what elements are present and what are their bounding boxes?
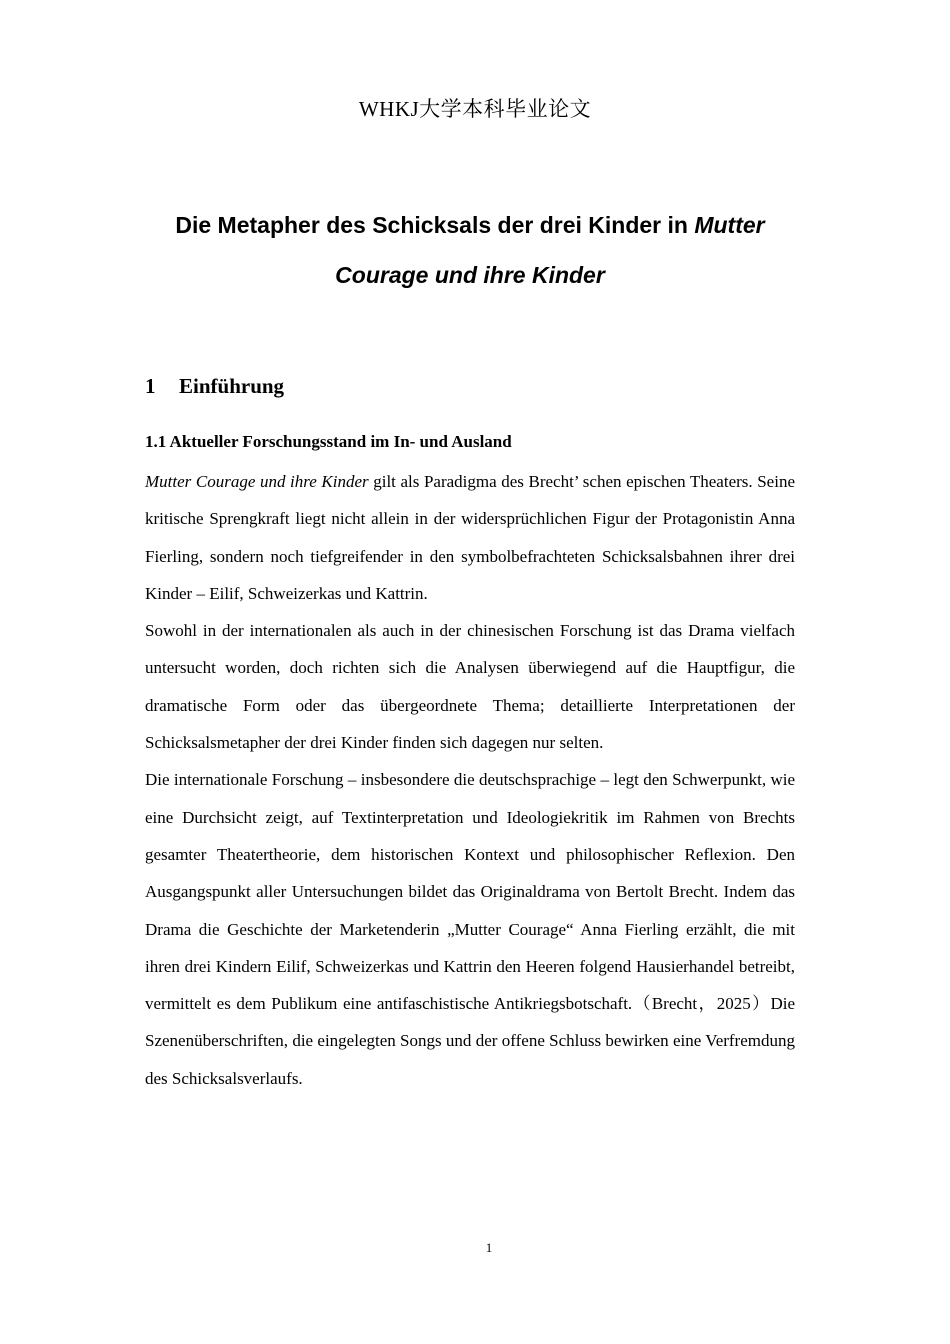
section-title: Einführung [179, 374, 285, 398]
section-number: 1 [145, 374, 156, 398]
title-main-text: Die Metapher des Schicksals der drei Kinder in [175, 212, 695, 238]
subsection-heading: 1.1 Aktueller Forschungsstand im In- und Ausland [145, 432, 512, 451]
page-header: WHKJ大学本科毕业论文 [358, 97, 592, 121]
title-italic-text-2: Courage und ihre Kinder [335, 262, 605, 288]
paragraph-2: Sowohl in der internationalen als auch in der chinesischen Forschung ist das Drama vielfach untersucht worden, doch richten sich die Analysen überwiegend auf die Hauptfigur, die dramatische Form oder das übergeordnete Thema; detaillierte Interpretationen der Schicksalsmetapher der drei Kinder finden sich dagegen nur selten. [145, 621, 795, 753]
paragraph-1 [145, 463, 795, 612]
document-title-line-2 [0, 262, 940, 289]
document-title-line-1 [0, 212, 940, 239]
paragraph-1-text: gilt als Paradigma des Brecht’ schen epischen Theaters. Seine kritische Sprengkraft liegt nicht allein in der widersprüchlichen Figur der Protagonistin Anna Fierling, sondern noch tiefgreifender in den symbolbefrachteten Schicksalsbahnen ihrer drei Kinder – Eilif, Schweizerkas und Kattrin. [145, 472, 795, 603]
page-number: 1 [485, 1240, 493, 1255]
paragraph-3: Die internationale Forschung – insbesondere die deutschsprachige – legt den Schwerpunkt, wie eine Durchsicht zeigt, auf Textinterpretation und Ideologiekritik im Rahmen von Brechts gesamter Theatertheorie, dem historischen Kontext und philosophischer Reflexion. Den Ausgangspunkt aller Untersuchungen bildet das Originaldrama von Bertolt Brecht. Indem das Drama die Geschichte der Marketenderin „Mutter Courage“ Anna Fierling erzählt, die mit ihren drei Kindern Eilif, Schweizerkas und Kattrin den Heeren folgend Hausierhandel betreibt, vermittelt es dem Publikum eine antifaschistische Antikriegsbotschaft.（Brecht，2025）Die Szenenüberschriften, die eingelegten Songs und der offene Schluss bewirken eine Verfremdung des Schicksalsverlaufs. [145, 770, 795, 1088]
section-heading [145, 374, 284, 399]
work-title-italic: Mutter Courage und ihre Kinder [145, 472, 369, 491]
title-italic-text: Mutter [694, 212, 765, 238]
body-text [145, 463, 795, 1097]
